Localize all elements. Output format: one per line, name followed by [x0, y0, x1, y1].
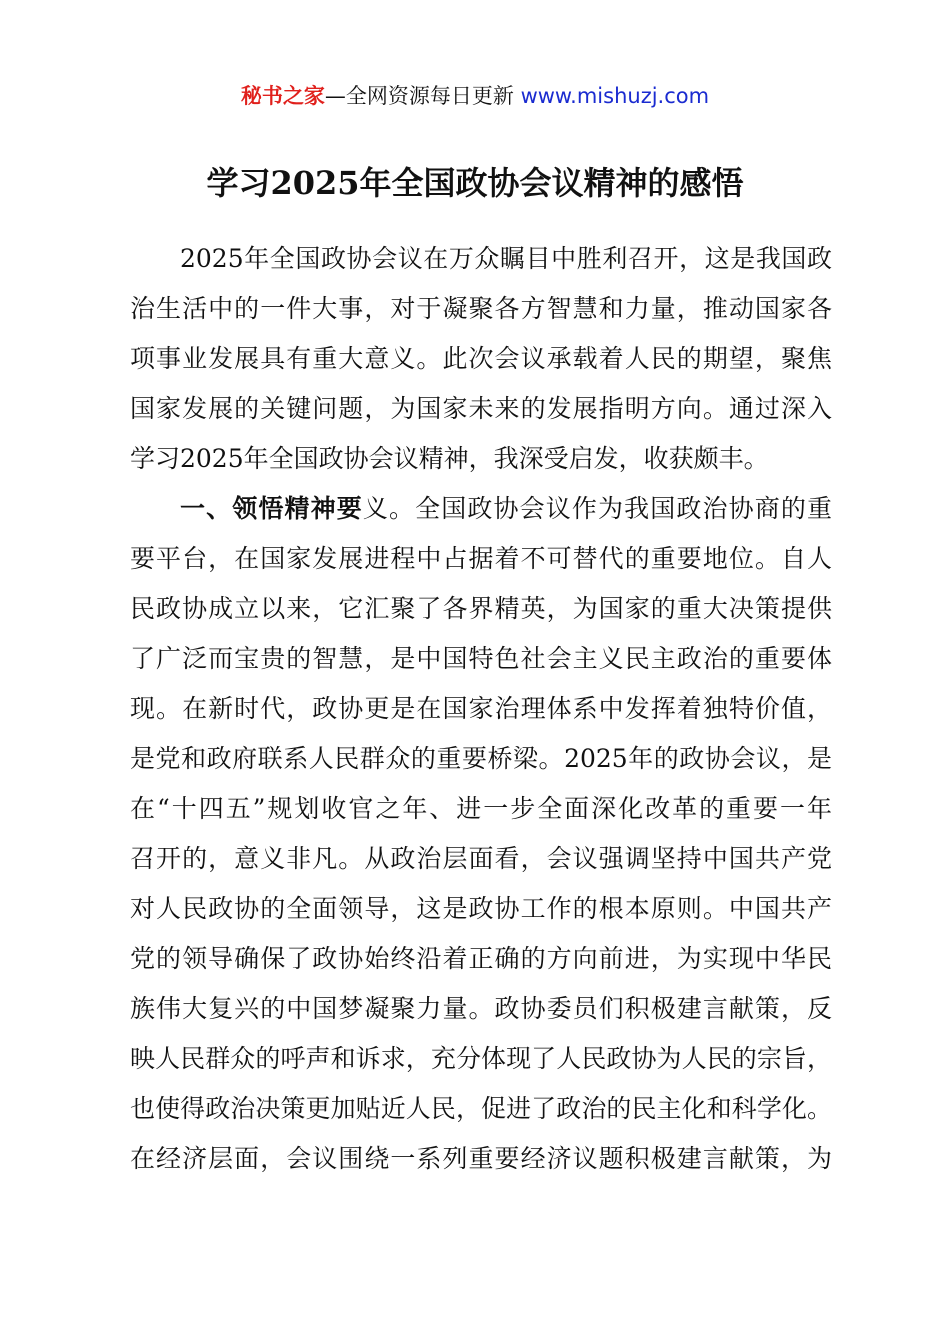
paragraph-1-line: 国家发展的关键问题，为国家未来的发展指明方向。通过深入	[130, 394, 832, 423]
paragraph-2-line: 民政协成立以来，它汇聚了各界精英，为国家的重大决策提供	[130, 594, 832, 623]
paragraph-2-line: 也使得政治决策更加贴近人民，促进了政治的民主化和科学化。	[130, 1094, 832, 1123]
paragraph-2-line: 族伟大复兴的中国梦凝聚力量。政协委员们积极建言献策，反	[130, 994, 832, 1023]
paragraph-2-line: 映人民群众的呼声和诉求，充分体现了人民政协为人民的宗旨，	[130, 1044, 832, 1073]
paragraph-2-first-line-text: 义。全国政协会议作为我国政治协商的重	[362, 494, 832, 523]
site-tagline: —全网资源每日更新	[324, 84, 521, 108]
paragraph-1-line: 项事业发展具有重大意义。此次会议承载着人民的期望，聚焦	[130, 344, 832, 373]
paragraph-2-line: 是党和政府联系人民群众的重要桥梁。2025年的政协会议，是	[130, 744, 832, 773]
paragraph-2-first-line	[130, 484, 832, 534]
paragraph-2-line: 了广泛而宝贵的智慧，是中国特色社会主义民主政治的重要体	[130, 644, 832, 673]
paragraph-2-line: 要平台，在国家发展进程中占据着不可替代的重要地位。自人	[130, 544, 832, 573]
section-heading: 一、领悟精神要	[180, 494, 363, 523]
paragraph-1-line: 学习2025年全国政协会议精神，我深受启发，收获颇丰。	[130, 444, 769, 473]
paragraph-2-line: 召开的，意义非凡。从政治层面看，会议强调坚持中国共产党	[130, 844, 832, 873]
paragraph-2-line: 党的领导确保了政协始终沿着正确的方向前进，为实现中华民	[130, 944, 832, 973]
site-url[interactable]: www.mishuzj.com	[520, 84, 710, 108]
paragraph-2-line: 在“十四五”规划收官之年、进一步全面深化改革的重要一年	[130, 794, 832, 823]
paragraph-1-line: 2025年全国政协会议在万众瞩目中胜利召开，这是我国政	[180, 244, 832, 273]
document-body	[130, 234, 832, 1184]
paragraph-2-line: 在经济层面，会议围绕一系列重要经济议题积极建言献策，为	[130, 1144, 832, 1173]
brand-name: 秘书之家	[240, 84, 325, 108]
paragraph-2-line: 对人民政协的全面领导，这是政协工作的根本原则。中国共产	[130, 894, 832, 923]
paragraph-1-line: 治生活中的一件大事，对于凝聚各方智慧和力量，推动国家各	[130, 294, 832, 323]
paragraph-2-line: 现。在新时代，政协更是在国家治理体系中发挥着独特价值，	[130, 694, 832, 723]
document-title: 学习2025年全国政协会议精神的感悟	[206, 164, 744, 202]
site-header	[0, 80, 950, 112]
